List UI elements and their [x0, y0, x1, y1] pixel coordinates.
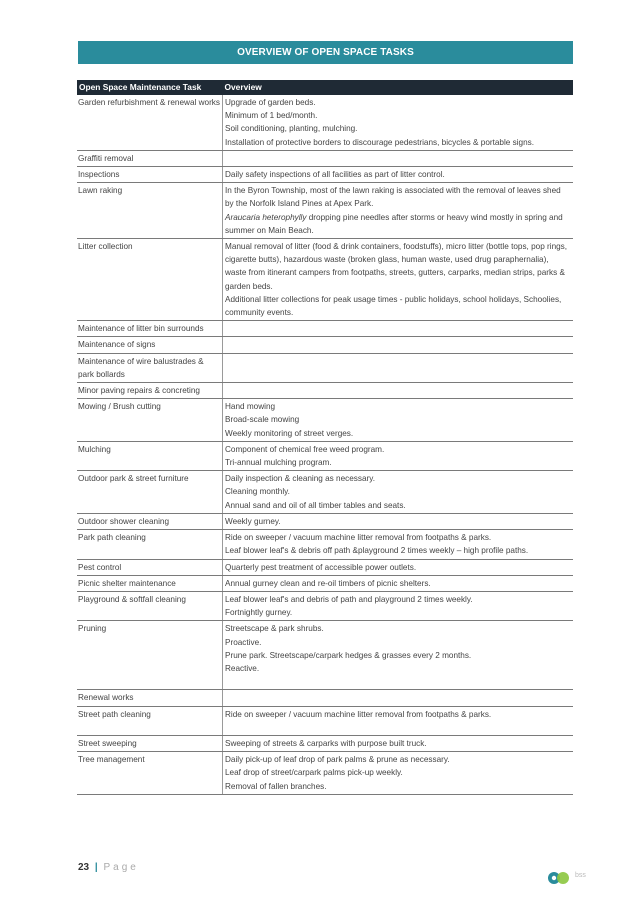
overview-line: Removal of fallen branches.: [225, 781, 327, 791]
overview-cell: [223, 167, 574, 183]
table-row: [77, 621, 573, 690]
table-row: [77, 752, 573, 795]
task-cell: Maintenance of litter bin surrounds: [77, 321, 223, 337]
overview-cell: [223, 690, 574, 706]
task-cell: Park path cleaning: [77, 530, 223, 559]
table-row: [77, 239, 573, 321]
overview-line: Reactive.: [225, 663, 260, 673]
overview-line: Weekly monitoring of street verges.: [225, 428, 354, 438]
overview-cell: [223, 239, 574, 321]
overview-line: Daily pick-up of leaf drop of park palms & prune as necessary.: [225, 755, 450, 765]
overview-line: Sweeping of streets & carparks with purpose built truck.: [225, 738, 427, 748]
overview-line: Upgrade of garden beds.: [225, 98, 316, 107]
task-cell: Pruning: [77, 621, 223, 690]
overview-cell: [223, 399, 574, 442]
page-footer: [78, 862, 139, 873]
task-cell: Outdoor shower cleaning: [77, 513, 223, 529]
overview-line: [225, 211, 571, 237]
page-number: 23: [78, 862, 90, 873]
overview-line: Ride on sweeper / vacuum machine litter removal from footpaths & parks.: [225, 709, 492, 719]
overview-cell: [223, 321, 574, 337]
task-cell: Renewal works: [77, 690, 223, 706]
task-cell: Minor paving repairs & concreting: [77, 383, 223, 399]
task-cell: Mulching: [77, 441, 223, 470]
overview-cell: [223, 513, 574, 529]
overview-cell: [223, 383, 574, 399]
table-row: [77, 95, 573, 150]
table-row: [77, 690, 573, 706]
task-cell: Outdoor park & street furniture: [77, 471, 223, 514]
table-row: [77, 591, 573, 620]
overview-line: Minimum of 1 bed/month.: [225, 111, 318, 121]
header-overview: Overview: [223, 80, 574, 95]
overview-line: Cleaning monthly.: [225, 487, 290, 497]
overview-cell: [223, 353, 574, 382]
section-banner: OVERVIEW OF OPEN SPACE TASKS: [78, 41, 573, 64]
overview-line: Installation of protective borders to discourage pedestrians, bicycles & portable signs.: [225, 137, 535, 147]
task-cell: Inspections: [77, 167, 223, 183]
table-row: [77, 399, 573, 442]
overview-line: Quarterly pest treatment of accessible power outlets.: [225, 562, 417, 572]
table-row: [77, 321, 573, 337]
overview-line: In the Byron Township, most of the lawn raking is associated with the removal of leaves shed by the Norfolk Island Pines at Apex Park.: [225, 186, 561, 209]
overview-line: Weekly gurney.: [225, 516, 281, 526]
footer-separator: |: [94, 862, 98, 873]
overview-cell: [223, 150, 574, 166]
table-row: [77, 150, 573, 166]
overview-cell: [223, 559, 574, 575]
overview-cell: [223, 95, 574, 150]
overview-line: Streetscape & park shrubs.: [225, 624, 324, 634]
task-cell: Street path cleaning: [77, 706, 223, 735]
task-cell: Graffiti removal: [77, 150, 223, 166]
task-cell: Pest control: [77, 559, 223, 575]
task-cell: Garden refurbishment & renewal works: [77, 95, 223, 150]
overview-line: Leaf blower leaf's and debris of path and playground 2 times weekly.: [225, 594, 473, 604]
overview-line: Soil conditioning, planting, mulching.: [225, 124, 358, 134]
table-row: [77, 559, 573, 575]
header-task: Open Space Maintenance Task: [77, 80, 223, 95]
overview-line: Leaf blower leaf's & debris off path &playground 2 times weekly – high profile paths.: [225, 546, 529, 556]
task-cell: Litter collection: [77, 239, 223, 321]
overview-line: Tri-annual mulching program.: [225, 458, 332, 468]
table-header-row: [77, 80, 573, 95]
table-row: [77, 706, 573, 735]
table-row: [77, 575, 573, 591]
overview-line: Component of chemical free weed program.: [225, 444, 385, 454]
overview-line: Leaf drop of street/carpark palms pick-up weekly.: [225, 768, 403, 778]
overview-line: Annual sand and oil of all timber tables and seats.: [225, 500, 406, 510]
logo-text: bss: [575, 872, 586, 879]
overview-cell: [223, 183, 574, 239]
overview-line: Daily inspection & cleaning as necessary.: [225, 474, 376, 484]
overview-line: Manual removal of litter (food & drink containers, foodstuffs), micro litter (bottle tops, pop rings, cigarette butts), hazardous waste (broken glass, human waste, used drug paraphernalia), waste from itinerant campers from footpaths, streets, gutters, carparks, median strips, parks & garden beds.: [225, 242, 568, 291]
open-space-tasks-table: [77, 80, 573, 795]
table-row: [77, 513, 573, 529]
table-row: [77, 183, 573, 239]
overview-cell: [223, 530, 574, 559]
overview-text: dropping pine needles after storms or heavy wind mostly in spring and summer on Main Beach.: [225, 212, 563, 235]
page-label: Page: [103, 862, 139, 873]
task-cell: Picnic shelter maintenance: [77, 575, 223, 591]
overview-cell: [223, 735, 574, 751]
overview-line: Ride on sweeper / vacuum machine litter removal from footpaths & parks.: [225, 533, 492, 543]
overview-cell: [223, 575, 574, 591]
overview-line: Broad-scale mowing: [225, 415, 300, 425]
table-row: [77, 735, 573, 751]
task-cell: Street sweeping: [77, 735, 223, 751]
table-row: [77, 441, 573, 470]
table-row: [77, 530, 573, 559]
table-row: [77, 383, 573, 399]
overview-line: Hand mowing: [225, 402, 276, 412]
species-name: Araucaria heterophylly: [225, 212, 307, 222]
overview-line: Daily safety inspections of all facilities as part of litter control.: [225, 170, 445, 180]
overview-cell: [223, 337, 574, 353]
overview-line: Additional litter collections for peak usage times - public holidays, school holidays, Schoolies, community events.: [225, 294, 562, 318]
task-cell: Maintenance of signs: [77, 337, 223, 353]
table-row: [77, 337, 573, 353]
task-cell: Lawn raking: [77, 183, 223, 239]
overview-line: Proactive.: [225, 637, 262, 647]
task-cell: Playground & softfall cleaning: [77, 591, 223, 620]
overview-cell: [223, 752, 574, 795]
table-row: [77, 167, 573, 183]
overview-cell: [223, 621, 574, 690]
overview-line: Prune park. Streetscape/carpark hedges & grasses every 2 months.: [225, 650, 472, 660]
overview-line: Fortnightly gurney.: [225, 608, 293, 618]
overview-cell: [223, 706, 574, 735]
table-row: [77, 353, 573, 382]
task-cell: Maintenance of wire balustrades & park bollards: [77, 353, 223, 382]
overview-cell: [223, 591, 574, 620]
task-cell: Tree management: [77, 752, 223, 795]
task-cell: Mowing / Brush cutting: [77, 399, 223, 442]
table-row: [77, 471, 573, 514]
overview-cell: [223, 441, 574, 470]
overview-cell: [223, 471, 574, 514]
overview-line: Annual gurney clean and re-oil timbers of picnic shelters.: [225, 578, 431, 588]
